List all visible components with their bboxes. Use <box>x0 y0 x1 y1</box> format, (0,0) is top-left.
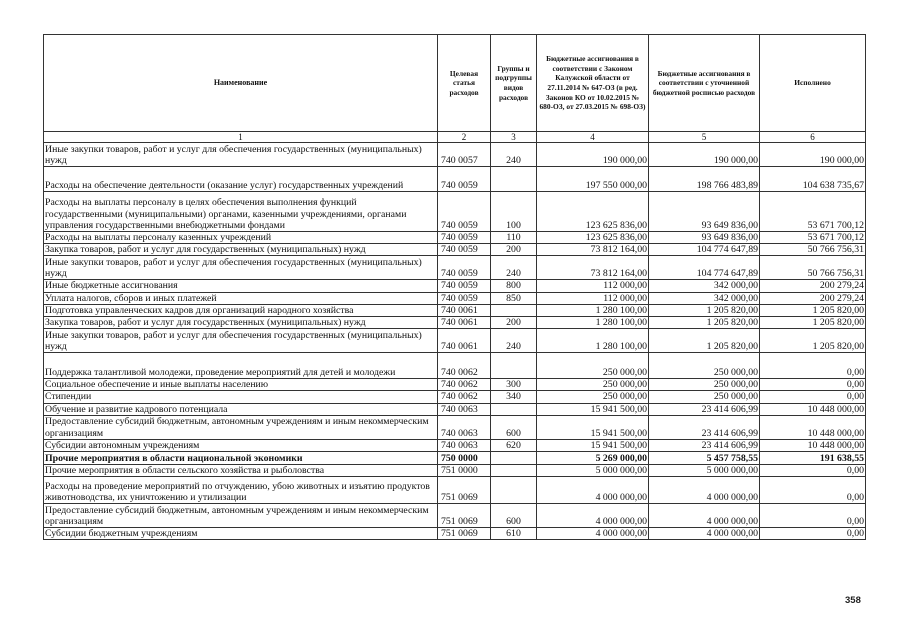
row-name: Прочие мероприятия в области сельского хозяйства и рыболовства <box>44 465 438 477</box>
target-article-code: 740 0059 <box>438 292 491 304</box>
table-row <box>44 244 866 256</box>
refined-amount: 250 000,00 <box>649 391 760 403</box>
executed-amount: 0,00 <box>760 465 866 477</box>
refined-amount: 4 000 000,00 <box>649 528 760 540</box>
expense-group-code: 110 <box>491 232 537 244</box>
row-name: Стипендии <box>44 391 438 403</box>
target-article-code: 740 0063 <box>438 439 491 451</box>
assigned-amount: 190 000,00 <box>537 143 649 167</box>
executed-amount: 50 766 756,31 <box>760 244 866 256</box>
executed-amount: 53 671 700,12 <box>760 192 866 232</box>
row-name: Предоставление субсидий бюджетным, автономным учреждениям и иным некоммерческим организациям <box>44 504 438 528</box>
refined-amount: 5 457 758,55 <box>649 452 760 465</box>
target-article-code: 751 0069 <box>438 477 491 504</box>
refined-amount: 4 000 000,00 <box>649 477 760 504</box>
target-article-code: 740 0061 <box>438 304 491 316</box>
executed-amount: 200 279,24 <box>760 280 866 292</box>
column-number: 2 <box>438 132 491 143</box>
assigned-amount: 4 000 000,00 <box>537 528 649 540</box>
executed-amount: 1 205 820,00 <box>760 329 866 353</box>
refined-amount: 93 649 836,00 <box>649 232 760 244</box>
row-name: Иные закупки товаров, работ и услуг для обеспечения государственных (муниципальных) нужд <box>44 329 438 353</box>
target-article-code: 740 0062 <box>438 391 491 403</box>
target-article-code: 740 0063 <box>438 403 491 415</box>
executed-amount: 0,00 <box>760 379 866 391</box>
target-article-code: 740 0062 <box>438 379 491 391</box>
table-row <box>44 280 866 292</box>
executed-amount: 53 671 700,12 <box>760 232 866 244</box>
expense-group-code: 600 <box>491 504 537 528</box>
header-row <box>44 35 866 132</box>
table-row <box>44 232 866 244</box>
executed-amount: 1 205 820,00 <box>760 317 866 329</box>
target-article-code: 740 0059 <box>438 167 491 192</box>
executed-amount: 10 448 000,00 <box>760 403 866 415</box>
target-article-code: 751 0000 <box>438 465 491 477</box>
executed-amount: 191 638,55 <box>760 452 866 465</box>
refined-amount: 104 774 647,89 <box>649 256 760 280</box>
row-name: Поддержка талантливой молодежи, проведение мероприятий для детей и молодежи <box>44 353 438 379</box>
assigned-amount: 15 941 500,00 <box>537 415 649 439</box>
table-row <box>44 465 866 477</box>
table-header <box>44 35 866 143</box>
target-article-code: 740 0059 <box>438 232 491 244</box>
table-row <box>44 403 866 415</box>
refined-amount: 4 000 000,00 <box>649 504 760 528</box>
table-row <box>44 329 866 353</box>
column-number: 4 <box>537 132 649 143</box>
expense-group-code: 200 <box>491 244 537 256</box>
assigned-amount: 73 812 164,00 <box>537 244 649 256</box>
row-name: Расходы на проведение мероприятий по отчуждению, убою животных и изъятию продуктов животноводства, их уничтожению и утилизации <box>44 477 438 504</box>
budget-table <box>43 34 866 540</box>
refined-amount: 250 000,00 <box>649 379 760 391</box>
header-executed: Исполнено <box>760 35 866 132</box>
page-number: 358 <box>845 595 861 606</box>
refined-amount: 1 205 820,00 <box>649 329 760 353</box>
column-number-row <box>44 132 866 143</box>
expense-group-code: 100 <box>491 192 537 232</box>
executed-amount: 0,00 <box>760 391 866 403</box>
assigned-amount: 5 000 000,00 <box>537 465 649 477</box>
executed-amount: 0,00 <box>760 477 866 504</box>
table-row <box>44 143 866 167</box>
row-name: Субсидии бюджетным учреждениям <box>44 528 438 540</box>
target-article-code: 740 0059 <box>438 256 491 280</box>
row-name: Обучение и развитие кадрового потенциала <box>44 403 438 415</box>
refined-amount: 250 000,00 <box>649 353 760 379</box>
table-row <box>44 167 866 192</box>
header-target-article: Целевая статья расходов <box>438 35 491 132</box>
expense-group-code <box>491 465 537 477</box>
target-article-code: 740 0059 <box>438 280 491 292</box>
row-name: Закупка товаров, работ и услуг для государственных (муниципальных) нужд <box>44 244 438 256</box>
assigned-amount: 250 000,00 <box>537 353 649 379</box>
table-row <box>44 192 866 232</box>
table-row <box>44 415 866 439</box>
row-name: Иные закупки товаров, работ и услуг для обеспечения государственных (муниципальных) нужд <box>44 256 438 280</box>
refined-amount: 190 000,00 <box>649 143 760 167</box>
expense-group-code: 240 <box>491 143 537 167</box>
expense-group-code: 850 <box>491 292 537 304</box>
header-expense-groups: Группы и подгруппы видов расходов <box>491 35 537 132</box>
assigned-amount: 1 280 100,00 <box>537 304 649 316</box>
assigned-amount: 197 550 000,00 <box>537 167 649 192</box>
executed-amount: 10 448 000,00 <box>760 415 866 439</box>
executed-amount: 200 279,24 <box>760 292 866 304</box>
refined-amount: 23 414 606,99 <box>649 415 760 439</box>
refined-amount: 93 649 836,00 <box>649 192 760 232</box>
budget-document <box>43 34 865 540</box>
target-article-code: 751 0069 <box>438 504 491 528</box>
executed-amount: 1 205 820,00 <box>760 304 866 316</box>
assigned-amount: 250 000,00 <box>537 379 649 391</box>
column-number: 3 <box>491 132 537 143</box>
expense-group-code <box>491 477 537 504</box>
header-name: Наименование <box>44 35 438 132</box>
table-row <box>44 528 866 540</box>
row-name: Расходы на обеспечение деятельности (оказание услуг) государственных учреждений <box>44 167 438 192</box>
row-name: Расходы на выплаты персоналу казенных учреждений <box>44 232 438 244</box>
table-row <box>44 353 866 379</box>
assigned-amount: 123 625 836,00 <box>537 232 649 244</box>
refined-amount: 342 000,00 <box>649 280 760 292</box>
row-name: Субсидии автономным учреждениям <box>44 439 438 451</box>
expense-group-code: 610 <box>491 528 537 540</box>
refined-amount: 1 205 820,00 <box>649 317 760 329</box>
row-name: Иные закупки товаров, работ и услуг для обеспечения государственных (муниципальных) нужд <box>44 143 438 167</box>
refined-amount: 342 000,00 <box>649 292 760 304</box>
table-row <box>44 317 866 329</box>
target-article-code: 751 0069 <box>438 528 491 540</box>
target-article-code: 740 0061 <box>438 317 491 329</box>
expense-group-code: 620 <box>491 439 537 451</box>
expense-group-code: 240 <box>491 329 537 353</box>
row-name: Социальное обеспечение и иные выплаты населению <box>44 379 438 391</box>
expense-group-code: 800 <box>491 280 537 292</box>
table-row <box>44 504 866 528</box>
refined-amount: 5 000 000,00 <box>649 465 760 477</box>
column-number: 6 <box>760 132 866 143</box>
table-row <box>44 304 866 316</box>
table-row <box>44 452 866 465</box>
assigned-amount: 15 941 500,00 <box>537 403 649 415</box>
refined-amount: 1 205 820,00 <box>649 304 760 316</box>
expense-group-code <box>491 452 537 465</box>
expense-group-code <box>491 403 537 415</box>
assigned-amount: 5 269 000,00 <box>537 452 649 465</box>
refined-amount: 23 414 606,99 <box>649 403 760 415</box>
executed-amount: 104 638 735,67 <box>760 167 866 192</box>
target-article-code: 740 0059 <box>438 192 491 232</box>
row-name: Уплата налогов, сборов и иных платежей <box>44 292 438 304</box>
executed-amount: 50 766 756,31 <box>760 256 866 280</box>
expense-group-code: 240 <box>491 256 537 280</box>
expense-group-code <box>491 167 537 192</box>
target-article-code: 740 0059 <box>438 244 491 256</box>
executed-amount: 0,00 <box>760 353 866 379</box>
row-name: Подготовка управленческих кадров для организаций народного хозяйства <box>44 304 438 316</box>
executed-amount: 10 448 000,00 <box>760 439 866 451</box>
refined-amount: 23 414 606,99 <box>649 439 760 451</box>
assigned-amount: 1 280 100,00 <box>537 329 649 353</box>
row-name: Закупка товаров, работ и услуг для государственных (муниципальных) нужд <box>44 317 438 329</box>
column-number: 5 <box>649 132 760 143</box>
assigned-amount: 4 000 000,00 <box>537 504 649 528</box>
table-row <box>44 256 866 280</box>
column-number: 1 <box>44 132 438 143</box>
refined-amount: 104 774 647,89 <box>649 244 760 256</box>
row-name: Иные бюджетные ассигнования <box>44 280 438 292</box>
executed-amount: 0,00 <box>760 528 866 540</box>
target-article-code: 740 0061 <box>438 329 491 353</box>
assigned-amount: 73 812 164,00 <box>537 256 649 280</box>
refined-amount: 198 766 483,89 <box>649 167 760 192</box>
header-assigned-refined: Бюджетные ассигнования в соответствии с уточненной бюджетной росписью расходов <box>649 35 760 132</box>
table-row <box>44 379 866 391</box>
executed-amount: 190 000,00 <box>760 143 866 167</box>
expense-group-code: 340 <box>491 391 537 403</box>
header-assigned-by-law: Бюджетные ассигнования в соответствии с Законом Калужской области от 27.11.2014 № 647-ОЗ (в ред. Законов КО от 10.02.2015 № 680-ОЗ, от 27.03.2015 № 698-ОЗ) <box>537 35 649 132</box>
target-article-code: 740 0057 <box>438 143 491 167</box>
target-article-code: 750 0000 <box>438 452 491 465</box>
table-row <box>44 439 866 451</box>
row-name: Прочие мероприятия в области национальной экономики <box>44 452 438 465</box>
table-row <box>44 477 866 504</box>
target-article-code: 740 0063 <box>438 415 491 439</box>
table-row <box>44 292 866 304</box>
expense-group-code: 200 <box>491 317 537 329</box>
assigned-amount: 4 000 000,00 <box>537 477 649 504</box>
expense-group-code: 300 <box>491 379 537 391</box>
assigned-amount: 250 000,00 <box>537 391 649 403</box>
assigned-amount: 112 000,00 <box>537 292 649 304</box>
row-name: Предоставление субсидий бюджетным, автономным учреждениям и иным некоммерческим организациям <box>44 415 438 439</box>
assigned-amount: 123 625 836,00 <box>537 192 649 232</box>
expense-group-code <box>491 304 537 316</box>
table-body <box>44 143 866 540</box>
assigned-amount: 15 941 500,00 <box>537 439 649 451</box>
table-row <box>44 391 866 403</box>
assigned-amount: 1 280 100,00 <box>537 317 649 329</box>
expense-group-code <box>491 353 537 379</box>
assigned-amount: 112 000,00 <box>537 280 649 292</box>
executed-amount: 0,00 <box>760 504 866 528</box>
row-name: Расходы на выплаты персоналу в целях обеспечения выполнения функций государственными (муниципальными) органами, казенными учреждениями, органами управления государственными внебюджетными фондами <box>44 192 438 232</box>
expense-group-code: 600 <box>491 415 537 439</box>
target-article-code: 740 0062 <box>438 353 491 379</box>
